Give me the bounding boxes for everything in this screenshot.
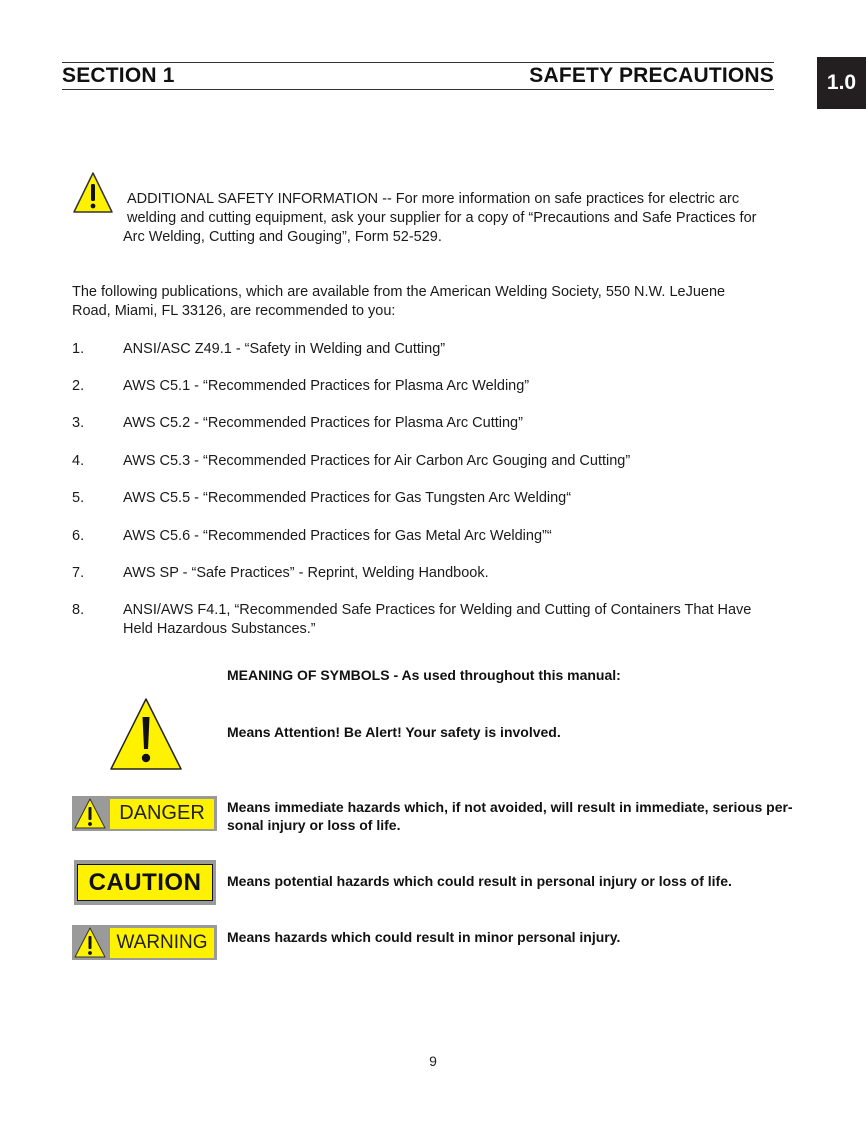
danger-badge <box>72 796 217 831</box>
list-number: 7. <box>72 565 85 581</box>
header-rule-bottom <box>62 89 774 90</box>
warning-triangle-icon <box>72 925 108 960</box>
list-text: AWS C5.2 - “Recommended Practices for Plasma Arc Cutting” <box>123 415 523 431</box>
list-text-line-1: ANSI/AWS F4.1, “Recommended Safe Practices for Welding and Cutting of Containers That Have <box>123 602 752 618</box>
list-text: AWS C5.5 - “Recommended Practices for Gas Tungsten Arc Welding“ <box>123 490 572 506</box>
danger-warning-icon <box>72 796 108 831</box>
info-line-1: ADDITIONAL SAFETY INFORMATION -- For more information on safe practices for electric arc <box>127 191 740 207</box>
list-text: AWS C5.6 - “Recommended Practices for Gas Metal Arc Welding”“ <box>123 528 552 544</box>
list-number: 1. <box>72 341 85 357</box>
list-number: 4. <box>72 453 85 469</box>
section-tab: 1.0 <box>817 57 866 109</box>
info-line-3: Arc Welding, Cutting and Gouging”, Form 52-529. <box>123 229 442 245</box>
list-text-line-2: Held Hazardous Substances.” <box>123 621 316 637</box>
page-number: 9 <box>429 1053 437 1069</box>
danger-desc-line-2: sonal injury or loss of life. <box>227 817 401 833</box>
section-number: SECTION 1 <box>62 64 175 87</box>
warning-description: Means hazards which could result in minor personal injury. <box>227 929 621 945</box>
attention-small-icon <box>72 171 114 214</box>
publications-intro <box>72 283 792 321</box>
list-text <box>123 601 813 639</box>
caution-description: Means potential hazards which could result in personal injury or loss of life. <box>227 873 732 889</box>
symbols-heading: MEANING OF SYMBOLS - As used throughout this manual: <box>227 667 621 683</box>
list-number: 2. <box>72 378 85 394</box>
list-text: AWS C5.1 - “Recommended Practices for Plasma Arc Welding” <box>123 378 530 394</box>
attention-description: Means Attention! Be Alert! Your safety is involved. <box>227 724 561 740</box>
additional-safety-info <box>123 190 813 247</box>
section-title: SAFETY PRECAUTIONS <box>529 64 774 87</box>
danger-desc-line-1: Means immediate hazards which, if not avoided, will result in immediate, serious per- <box>227 799 793 815</box>
danger-label: DANGER <box>110 799 214 829</box>
list-number: 6. <box>72 528 85 544</box>
intro-line-2: Road, Miami, FL 33126, are recommended to you: <box>72 303 396 319</box>
danger-description <box>227 798 817 834</box>
warning-badge <box>72 925 217 960</box>
intro-line-1: The following publications, which are available from the American Welding Society, 550 N.W. LeJuene <box>72 284 726 300</box>
attention-large-icon <box>109 697 183 771</box>
list-number: 8. <box>72 602 85 618</box>
list-text: ANSI/ASC Z49.1 - “Safety in Welding and Cutting” <box>123 341 446 357</box>
info-line-2: welding and cutting equipment, ask your supplier for a copy of “Precautions and Safe Practices for <box>127 210 757 226</box>
list-text: AWS C5.3 - “Recommended Practices for Air Carbon Arc Gouging and Cutting” <box>123 453 631 469</box>
caution-label: CAUTION <box>77 864 213 901</box>
list-number: 5. <box>72 490 85 506</box>
list-number: 3. <box>72 415 85 431</box>
caution-badge <box>74 860 216 905</box>
list-text: AWS SP - “Safe Practices” - Reprint, Welding Handbook. <box>123 565 489 581</box>
header-rule-top <box>62 62 774 63</box>
warning-label: WARNING <box>110 928 214 958</box>
